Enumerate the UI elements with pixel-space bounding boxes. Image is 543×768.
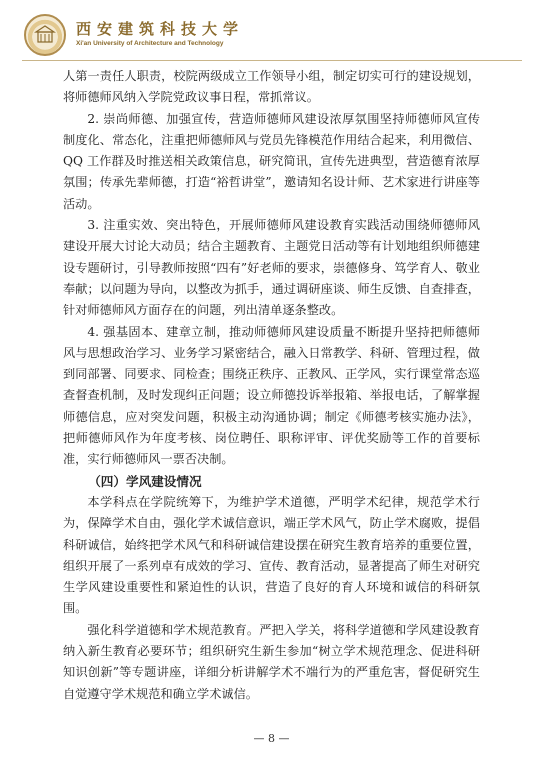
body-paragraph: 2. 崇尚师德、加强宣传，营造师德师风建设浓厚氛围坚持师德师风宣传制度化、常态化，注重把师德师风与党员先锋模范作用结合起来，利用微信、QQ 工作群及时推送相关政策信息，研究简讯，宣传先进典型，营造德育浓厚氛围；传承先辈师德，打造“裕哲讲堂”，邀请知名设计师、艺术家进行讲座等活动。: [63, 111, 480, 211]
body-paragraph: 本学科点在学院统筹下，为维护学术道德，严明学术纪律，规范学术行为，保障学术自由，强化学术诚信意识，端正学术风气，防止学术腐败，提倡科研诚信，始终把学术风气和科研诚信建设摆在研究生教育培养的重要位置，组织开展了一系列卓有成效的学习、宣传、教育活动，显著提高了师生对研究生学风建设重要性和紧迫性的认识，营造了良好的育人环境和诚信的科研氛围。: [63, 494, 480, 616]
seal-building-graphic: [26, 16, 64, 54]
body-paragraph: 3. 注重实效、突出特色，开展师德师风建设教育实践活动围绕师德师风建设开展大讨论大动员；结合主题教育、主题党日活动等有计划地组织师德建设专题研讨，引导教师按照“四有”好老师的要求，崇德修身、笃学育人、敬业奉献；以问题为导向，以整改为抓手，通过调研座谈、师生反馈、自查排查，针对师德师风方面存在的问题，列出清单逐条整改。: [63, 218, 480, 318]
section-heading: （四）学风建设情况: [88, 473, 202, 489]
page-number: — 8 —: [253, 732, 290, 745]
body-paragraph: 强化科学道德和学术规范教育。严把入学关，将科学道德和学风建设教育纳入新生教育必要环节；组织研究生新生参加“树立学术规范理念、促进科研知识创新”等专题讲座，详细分析讲解学术不端行为的严重危害，督促研究生自觉遵守学术规范和确立学术诚信。: [63, 622, 480, 701]
school-name-en: Xi'an University of Architecture and Technology: [76, 40, 224, 47]
page-body: [63, 66, 480, 705]
body-paragraph: 人第一责任人职责，校院两级成立工作领导小组，制定切实可行的建设规划，将师德师风纳入学院党政议事日程，常抓常议。: [63, 69, 480, 105]
university-seal-icon: [24, 14, 66, 56]
document-header: [22, 12, 522, 60]
header-divider: [22, 60, 522, 61]
school-name-cn: 西安建筑科技大学: [76, 20, 245, 38]
body-paragraph: 4. 强基固本、建章立制，推动师德师风建设质量不断提升坚持把师德师风与思想政治学习、业务学习紧密结合，融入日常教学、科研、管理过程，做到同部署、同要求、同检查；围绕正秩序、正教风、正学风，实行课堂常态巡查督查机制，及时发现纠正问题；设立师德投诉举报箱、举报电话，了解掌握师德信息，应对突发问题，积极主动沟通协调；制定《师德考核实施办法》，把师德师风作为年度考核、岗位聘任、职称评审、评优奖励等工作的首要标准，实行师德师风一票否决制。: [63, 324, 480, 467]
